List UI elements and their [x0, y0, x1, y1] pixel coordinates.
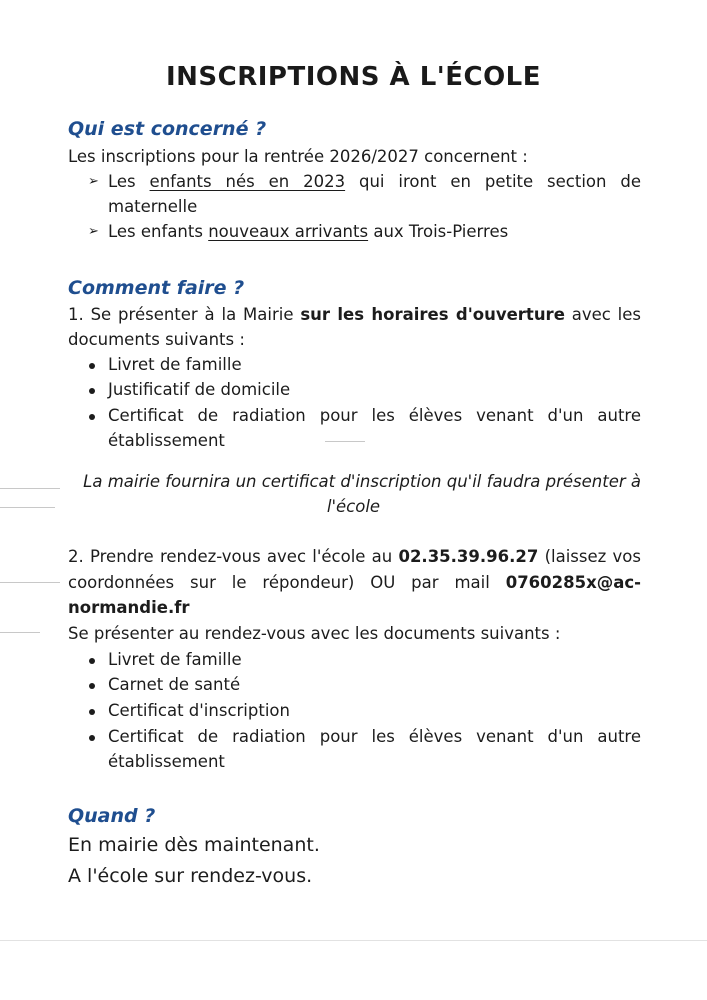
arrow-icon: ➢ [88, 224, 99, 239]
intro-text: Les inscriptions pour la rentrée 2026/2027 concernent : [68, 147, 528, 166]
bullet-icon [89, 363, 95, 369]
section-heading-qui: Qui est concerné ? [68, 118, 267, 140]
scan-artifact [0, 632, 40, 633]
list-item-continuation: maternelle [108, 197, 198, 216]
opening-hours-bold: sur les horaires d'ouverture [300, 305, 565, 324]
doc-item: Carnet de santé [108, 675, 241, 694]
bullet-icon [89, 709, 95, 715]
doc-item: Certificat de radiation pour les élèves venant d'un autre [108, 727, 641, 746]
present-text: Se présenter au rendez-vous avec les documents suivants : [68, 624, 561, 643]
list-item-nouveaux-arrivants: Les enfants nouveaux arrivants aux Trois-Pierres [108, 222, 509, 241]
doc-item: Justificatif de domicile [108, 380, 291, 399]
scan-artifact [325, 441, 365, 442]
quand-ecole: A l'école sur rendez-vous. [68, 865, 313, 887]
page-title: INSCRIPTIONS À L'ÉCOLE [165, 62, 541, 92]
bullet-icon [89, 735, 95, 741]
doc-item: Livret de famille [108, 650, 242, 669]
bullet-icon [89, 388, 95, 394]
step-1-text: 1. Se présenter à la Mairie sur les horaires d'ouverture avec les [68, 305, 642, 324]
section-heading-quand: Quand ? [68, 805, 156, 827]
list-item-enfants-2023: Les enfants nés en 2023 qui iront en petite section de [108, 172, 641, 191]
school-email-part2: normandie.fr [68, 598, 190, 617]
underlined-enfants-2023: enfants nés en 2023 [149, 172, 346, 191]
bullet-icon [89, 683, 95, 689]
bullet-icon [89, 658, 95, 664]
bullet-icon [89, 414, 95, 420]
scan-artifact [0, 582, 60, 583]
doc-item: Livret de famille [108, 355, 242, 374]
step-2-text: 2. Prendre rendez-vous avec l'école au 02.35.39.96.27 (laissez vos [68, 547, 642, 566]
scan-artifact [0, 488, 60, 489]
doc-item: Certificat de radiation pour les élèves venant d'un autre [108, 406, 641, 425]
step-1-continuation: documents suivants : [68, 330, 245, 349]
quand-mairie: En mairie dès maintenant. [68, 834, 320, 856]
doc-item: Certificat d'inscription [108, 701, 290, 720]
note-certificat-continuation: l'école [326, 497, 381, 516]
underlined-nouveaux-arrivants: nouveaux arrivants [208, 222, 369, 241]
bottom-rule [0, 940, 707, 941]
doc-item-continuation: établissement [108, 752, 225, 771]
doc-item-continuation: établissement [108, 431, 225, 450]
school-email-part1: 0760285x@ac- [505, 573, 641, 592]
school-phone: 02.35.39.96.27 [398, 547, 539, 566]
step-2-line-2: coordonnées sur le répondeur) OU par mail 0760285x@ac- [68, 573, 641, 592]
arrow-icon: ➢ [88, 174, 99, 189]
section-heading-comment: Comment faire ? [68, 277, 245, 299]
note-certificat: La mairie fournira un certificat d'inscription qu'il faudra présenter à [83, 472, 641, 491]
scan-artifact [0, 507, 55, 508]
